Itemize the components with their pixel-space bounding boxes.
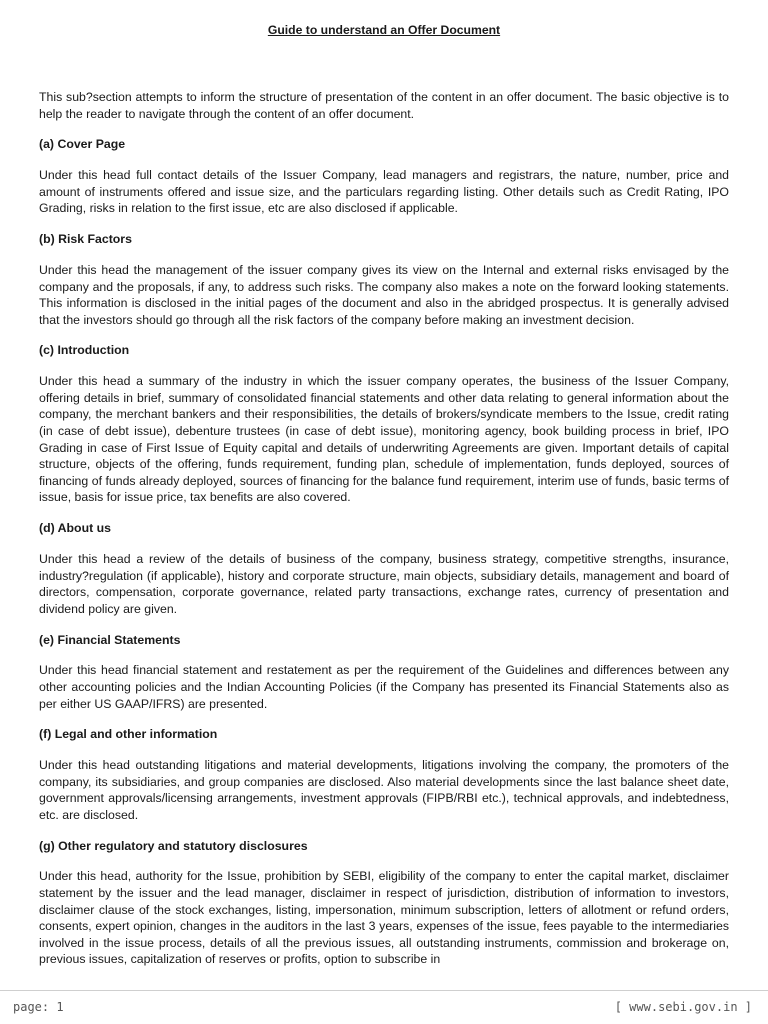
section-body-about-us: Under this head a review of the details of business of the company, business strategy, competitive strengths, insurance, industry?regulation (if applicable), history and corporate structure, main objects, subsidiary details, management and board of directors, compensation, corporate governance, related party transactions, exchange rates, currency of presentation and dividend policy are given. bbox=[39, 551, 729, 616]
section-heading-regulatory-disclosures: (g) Other regulatory and statutory disclosures bbox=[39, 838, 308, 853]
section-body-cover-page: Under this head full contact details of the Issuer Company, lead managers and registrars, the nature, number, price and amount of instruments offered and issue size, and the particulars regarding listing. Other details such as Credit Rating, IPO Grading, risks in relation to the first issue, etc are also disclosed if applicable. bbox=[39, 168, 729, 216]
section-heading-risk-factors: (b) Risk Factors bbox=[39, 232, 132, 247]
section-heading-financial-statements: (e) Financial Statements bbox=[39, 632, 181, 647]
section-heading-cover-page: (a) Cover Page bbox=[39, 137, 126, 152]
section-heading-introduction: (c) Introduction bbox=[39, 343, 130, 358]
intro-paragraph: This sub?section attempts to inform the structure of presentation of the content in an offer document. The basic objective is to help the reader to navigate through the content of an offer document. bbox=[39, 90, 729, 121]
document-title: Guide to understand an Offer Document bbox=[267, 23, 501, 37]
section-body-legal-information: Under this head outstanding litigations and material developments, litigations involving the company, the promoters of the company, its subsidiaries, and group companies are disclosed. Also material developments since the last balance sheet date, government approvals/licensing arrangements, investment approvals (FIPB/RBI etc.), technical approvals, and indebtedness, etc. are disclosed. bbox=[39, 758, 729, 822]
site-link[interactable]: [ www.sebi.gov.in ] bbox=[614, 1000, 752, 1014]
section-heading-legal-information: (f) Legal and other information bbox=[39, 727, 218, 742]
section-heading-about-us: (d) About us bbox=[39, 521, 111, 536]
section-body-financial-statements: Under this head financial statement and restatement as per the requirement of the Guidelines and differences between any other accounting policies and the Indian Accounting Policies (if the Company has presented its Financial Statements also as per either US GAAP/IFRS) are presented. bbox=[39, 663, 729, 711]
section-body-regulatory-disclosures: Under this head, authority for the Issue, prohibition by SEBI, eligibility of the company to enter the capital market, disclaimer statement by the issuer and the lead manager, disclaimer in respect of jurisdiction, distribution of information to investors, disclaimer clause of the stock exchanges, listing, impersonation, minimum subscription, letters of allotment or refund orders, consents, expert opinion, changes in the auditors in the last 3 years, expenses of the issue, fees payable to the intermediaries involved in the issue process, details of all the previous issues, all outstanding instruments, commission and brokerage on, previous issues, capitalization of reserves or profits, option to subscribe in bbox=[39, 869, 729, 967]
page-footer bbox=[0, 990, 768, 1024]
page-number-label: page: 1 bbox=[13, 1000, 64, 1014]
section-body-risk-factors: Under this head the management of the issuer company gives its view on the Internal and external risks envisaged by the company and the proposals, if any, to address such risks. The company also makes a note on the forward looking statements. This information is disclosed in the initial pages of the document and also in the abridged prospectus. It is generally advised that the investors should go through all the risk factors of the company before making an investment decision. bbox=[39, 262, 729, 327]
section-body-introduction: Under this head a summary of the industry in which the issuer company operates, the business of the Issuer Company, offering details in brief, summary of consolidated financial statements and other data relating to general information about the company, the merchant bankers and their responsibilities, the details of brokers/syndicate members to the Issue, credit rating (in case of debt issue), debenture trustees (in case of debt issue), monitoring agency, book building process in brief, IPO Grading in case of First Issue of Equity capital and details of underwriting Agreements are given. Important details of capital structure, objects of the offering, funds requirement, funding plan, schedule of implementation, funds deployed, sources of financing of funds already deployed, sources of financing for the balance fund requirement, interim use of funds, basic terms of issue, basis for issue price, tax benefits are also covered. bbox=[39, 374, 729, 505]
